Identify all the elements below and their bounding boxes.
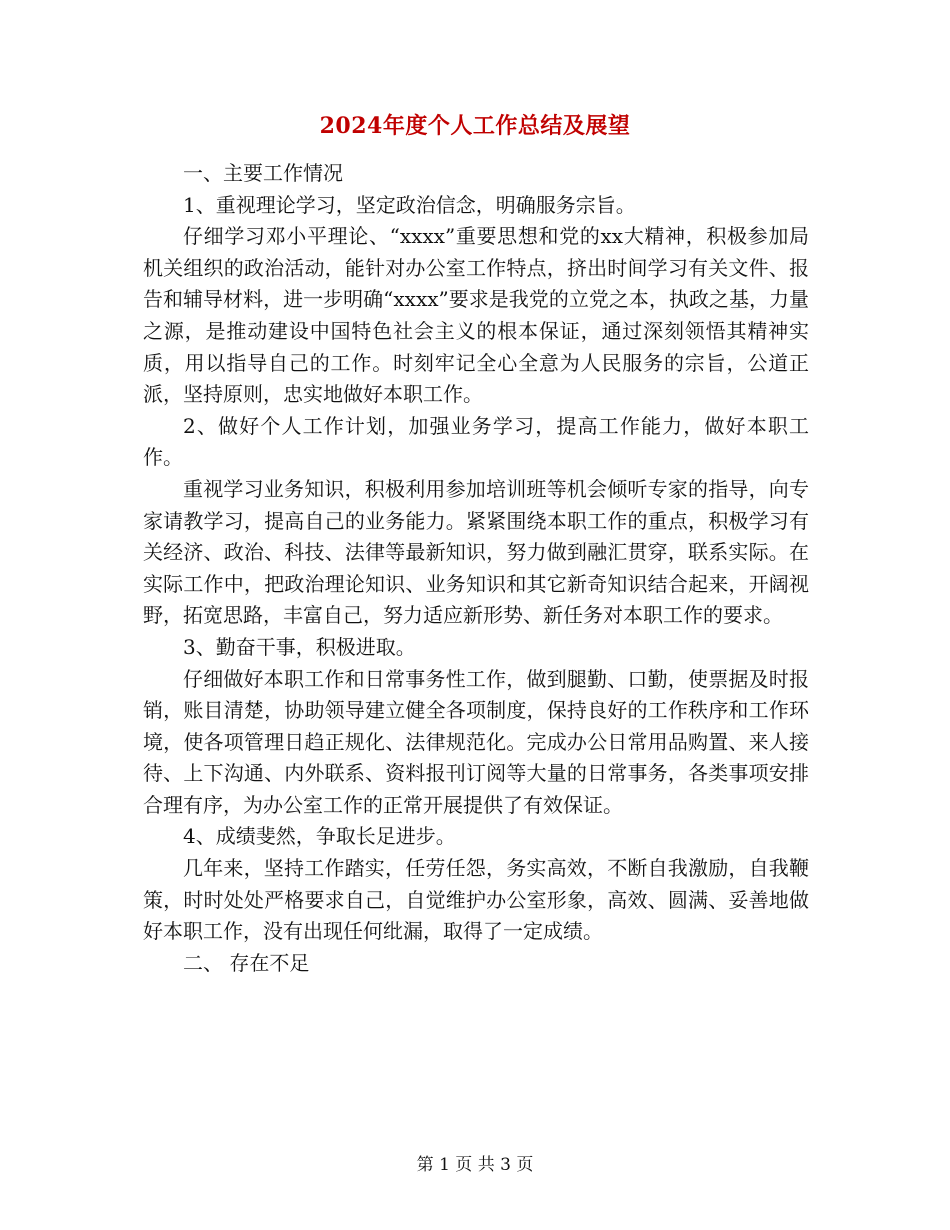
- subheading-work-plan: 2、做好个人工作计划，加强业务学习，提高工作能力，做好本职工作。: [143, 413, 809, 470]
- subheading-theory-study: 1、重视理论学习，坚定政治信念，明确服务宗旨。: [183, 192, 636, 217]
- subheading-achievements: 4、成绩斐然，争取长足进步。: [183, 824, 456, 849]
- document-body: [143, 158, 809, 979]
- paragraph-work-plan: 重视学习业务知识，积极利用参加培训班等机会倾听专家的指导，向专家请教学习，提高自己的业务能力。紧紧围绕本职工作的重点，积极学习有关经济、政治、科技、法律等最新知识，努力做到融汇贯穿，联系实际。在实际工作中，把政治理论知识、业务知识和其它新奇知识结合起来，开阔视野，拓宽思路，丰富自己，努力适应新形势、新任务对本职工作的要求。: [143, 476, 809, 628]
- section-heading-main-work: 一、主要工作情况: [183, 161, 343, 185]
- paragraph-diligence: 仔细做好本职工作和日常事务性工作，做到腿勤、口勤，使票据及时报销，账目清楚，协助领导建立健全各项制度，保持良好的工作秩序和工作环境，使各项管理日趋正规化、法律规范化。完成办公日常用品购置、来人接待、上下沟通、内外联系、资料报刊订阅等大量的日常事务，各类事项安排合理有序，为办公室工作的正常开展提供了有效保证。: [143, 666, 809, 817]
- paragraph-achievements: 几年来，坚持工作踏实，任劳任怨，务实高效，不断自我激励，自我鞭策，时时处处严格要求自己，自觉维护办公室形象，高效、圆满、妥善地做好本职工作，没有出现任何纰漏，取得了一定成绩。: [143, 856, 809, 944]
- subheading-diligence: 3、勤奋干事，积极进取。: [183, 634, 416, 659]
- page-footer: 第 1 页 共 3 页: [416, 1155, 534, 1175]
- paragraph-theory-study: 仔细学习邓小平理论、“xxxx”重要思想和党的xx大精神，积极参加局机关组织的政治活动，能针对办公室工作特点，挤出时间学习有关文件、报告和辅导材料，进一步明确“xxxx”要求是我党的立党之本，执政之基，力量之源，是推动建设中国特色社会主义的根本保证，通过深刻领悟其精神实质，用以指导自己的工作。时刻牢记全心全意为人民服务的宗旨，公道正派，坚持原则，忠实地做好本职工作。: [143, 224, 809, 407]
- document-title: 2024年度个人工作总结及展望: [319, 113, 631, 139]
- section-heading-shortcomings: 二、 存在不足: [183, 950, 310, 975]
